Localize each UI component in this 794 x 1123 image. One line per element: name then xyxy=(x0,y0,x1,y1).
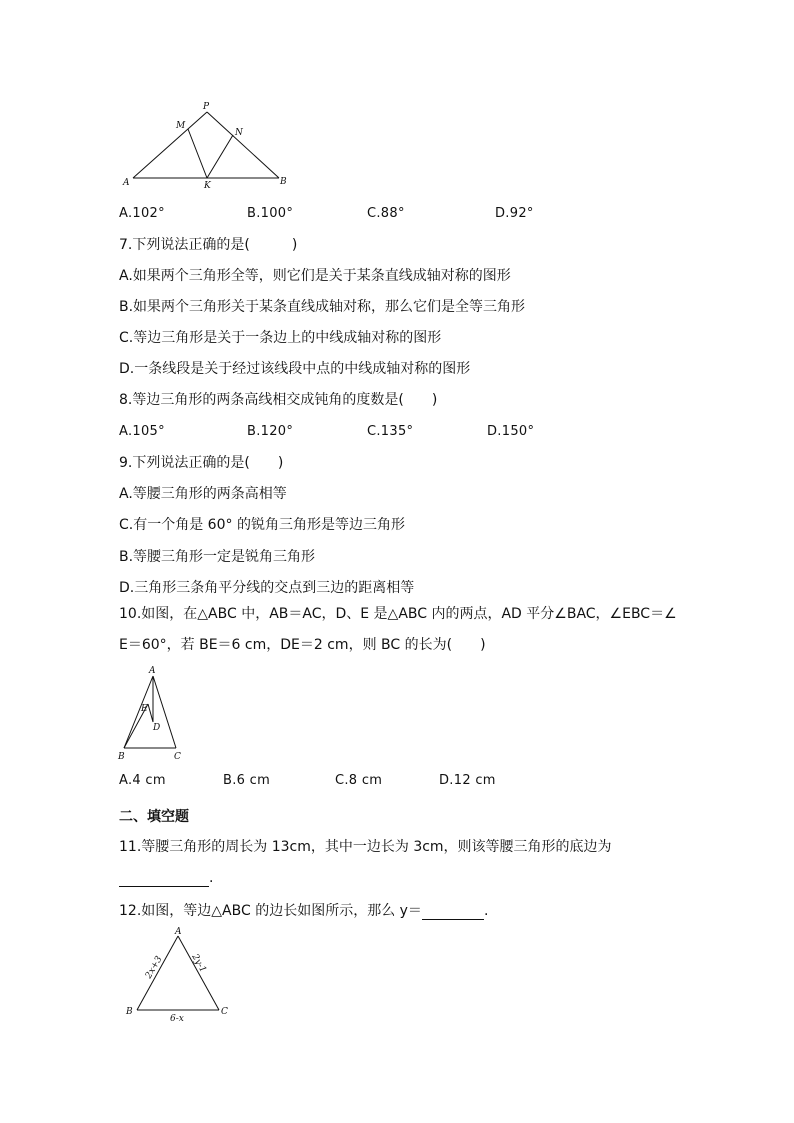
q8-option-c: C.135° xyxy=(367,424,414,439)
label-a: A xyxy=(123,178,130,188)
label-a: A xyxy=(149,666,156,676)
label-k: K xyxy=(204,181,211,190)
q10-stem-line2: E＝60°，若 BE＝6 cm，DE＝2 cm，则 BC 的长为( ) xyxy=(119,637,486,653)
q9-option-a: A.等腰三角形的两条高相等 xyxy=(119,486,287,502)
q9-stem: 9.下列说法正确的是( ) xyxy=(119,455,284,471)
q8-option-a: A.105° xyxy=(119,424,165,439)
label-side-bc: 6-x xyxy=(170,1014,184,1024)
label-side-ab: 2x+3 xyxy=(143,954,165,981)
segment-pb xyxy=(207,112,279,178)
label-b: B xyxy=(280,177,287,187)
segment-ac xyxy=(153,676,176,748)
q6-option-d: D.92° xyxy=(495,206,534,221)
segment-ap xyxy=(133,112,207,178)
segment-ab xyxy=(137,936,178,1010)
section-heading-fill-in: 二、填空题 xyxy=(119,809,189,825)
label-c: C xyxy=(174,752,181,762)
q10-option-b: B.6 cm xyxy=(223,773,271,788)
segment-ed xyxy=(148,704,153,722)
q11-period: . xyxy=(209,870,214,886)
q11-stem: 11.等腰三角形的周长为 13cm，其中一边长为 3cm，则该等腰三角形的底边为 xyxy=(119,839,612,855)
q9-option-c: C.有一个角是 60° 的锐角三角形是等边三角形 xyxy=(119,517,405,533)
q10-option-c: C.8 cm xyxy=(335,773,383,788)
q12-period: . xyxy=(483,903,489,919)
q8-option-b: B.120° xyxy=(247,424,294,439)
label-side-ac: 2y-1 xyxy=(189,952,208,975)
q7-option-c: C.等边三角形是关于一条边上的中线成轴对称的图形 xyxy=(119,330,442,346)
q6-option-b: B.100° xyxy=(247,206,294,221)
q12-answer-blank[interactable] xyxy=(422,905,484,920)
segment-kn xyxy=(207,135,233,178)
label-e: E xyxy=(141,704,148,714)
label-m: M xyxy=(176,121,186,131)
q7-option-b: B.如果两个三角形关于某条直线成轴对称，那么它们是全等三角形 xyxy=(119,299,526,315)
q6-figure xyxy=(118,98,298,190)
q12-stem: 12.如图，等边△ABC 的边长如图所示，那么 y＝ xyxy=(119,903,422,919)
q11-answer-blank[interactable] xyxy=(119,872,209,887)
q8-stem: 8.等边三角形的两条高线相交成钝角的度数是( ) xyxy=(119,392,438,408)
label-b: B xyxy=(118,752,125,762)
q7-option-d: D.一条线段是关于经过该线段中点的中线成轴对称的图形 xyxy=(119,361,471,377)
q10-stem-line1: 10.如图，在△ABC 中，AB＝AC，D、E 是△ABC 内的两点，AD 平分∠BAC，∠EBC＝∠ xyxy=(119,606,677,622)
segment-ab xyxy=(124,676,153,748)
q12-figure xyxy=(120,926,240,1026)
label-p: P xyxy=(203,102,210,112)
q10-figure xyxy=(116,664,196,764)
q12-stem-line xyxy=(119,902,488,920)
label-a: A xyxy=(175,927,182,937)
label-n: N xyxy=(235,128,243,138)
segment-mk xyxy=(188,129,207,178)
q6-option-a: A.102° xyxy=(119,206,165,221)
label-b: B xyxy=(126,1007,133,1017)
label-d: D xyxy=(153,723,161,733)
label-c: C xyxy=(221,1007,228,1017)
q6-option-c: C.88° xyxy=(367,206,405,221)
q9-option-b: B.等腰三角形一定是锐角三角形 xyxy=(119,549,316,565)
q7-stem: 7.下列说法正确的是( ) xyxy=(119,237,298,253)
q9-option-d: D.三角形三条角平分线的交点到三边的距离相等 xyxy=(119,580,415,596)
q11-answer-line xyxy=(119,869,213,887)
q10-option-a: A.4 cm xyxy=(119,773,166,788)
q8-option-d: D.150° xyxy=(487,424,535,439)
q10-option-d: D.12 cm xyxy=(439,773,496,788)
q7-option-a: A.如果两个三角形全等，则它们是关于某条直线成轴对称的图形 xyxy=(119,268,511,284)
